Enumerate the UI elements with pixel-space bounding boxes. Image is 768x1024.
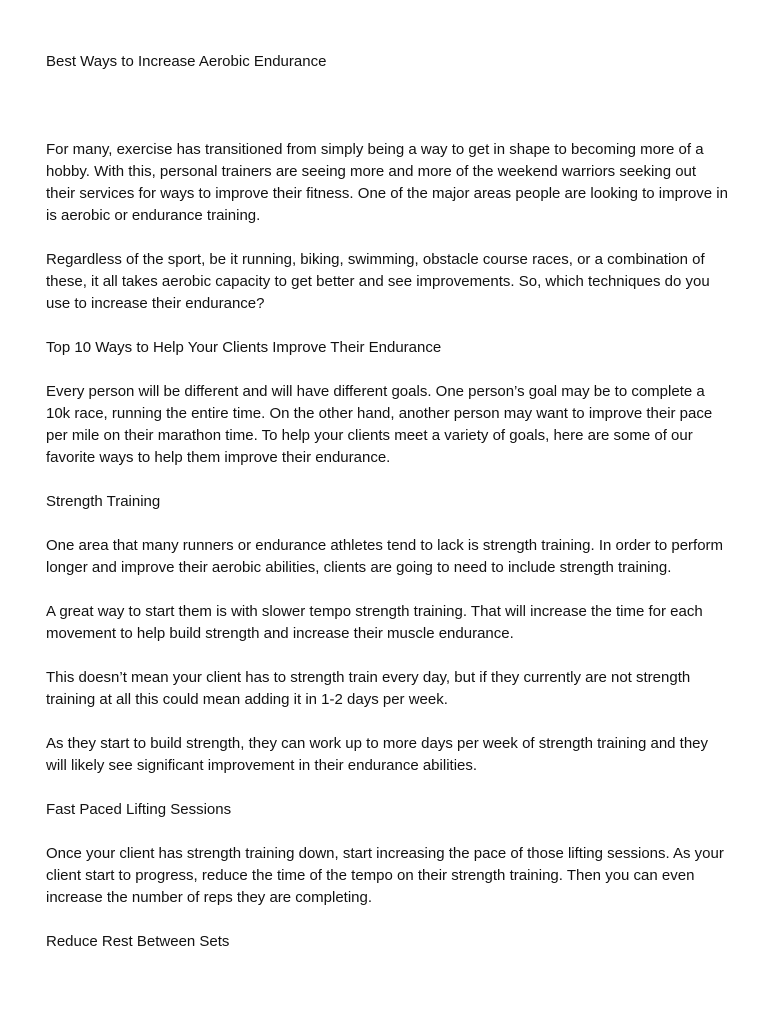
paragraph-days-per-week: This doesn’t mean your client has to strength train every day, but if they currently are not strength training at all this could mean adding it in 1-2 days per week. bbox=[46, 669, 691, 708]
paragraph-aerobic-capacity: Regardless of the sport, be it running, biking, swimming, obstacle course races, or a combination of these, it all takes aerobic capacity to get better and see improvements. So, which techniques do you use to increase their endurance? bbox=[46, 251, 710, 312]
heading-strength-training: Strength Training bbox=[46, 493, 161, 510]
paragraph-intro: For many, exercise has transitioned from simply being a way to get in shape to becoming more of a hobby. With this, personal trainers are seeing more and more of the weekend warriors seeking out their services for ways to improve their fitness. One of the major areas people are looking to improve in is aerobic or endurance training. bbox=[46, 141, 728, 224]
paragraph-build-strength: As they start to build strength, they can work up to more days per week of strength training and they will likely see significant improvement in their endurance abilities. bbox=[46, 735, 709, 774]
paragraph-slower-tempo: A great way to start them is with slower tempo strength training. That will increase the time for each movement to help build strength and increase their muscle endurance. bbox=[46, 603, 703, 642]
paragraph-strength-lack: One area that many runners or endurance athletes tend to lack is strength training. In order to perform longer and improve their aerobic abilities, clients are going to need to include strength training. bbox=[46, 537, 724, 576]
document-title: Best Ways to Increase Aerobic Endurance bbox=[46, 53, 327, 70]
paragraph-different-goals: Every person will be different and will have different goals. One person’s goal may be to complete a 10k race, running the entire time. On the other hand, another person may want to improve their pace per mile on their marathon time. To help your clients meet a variety of goals, here are some of our favorite ways to help them improve their endurance. bbox=[46, 383, 713, 466]
heading-reduce-rest: Reduce Rest Between Sets bbox=[46, 933, 230, 950]
paragraph-increase-pace: Once your client has strength training down, start increasing the pace of those lifting sessions. As your client start to progress, reduce the time of the tempo on their strength training. Then you can even increase the number of reps they are completing. bbox=[46, 845, 724, 906]
heading-top-10-ways: Top 10 Ways to Help Your Clients Improve Their Endurance bbox=[46, 339, 442, 356]
heading-fast-paced-lifting: Fast Paced Lifting Sessions bbox=[46, 801, 232, 818]
document-body bbox=[46, 139, 728, 953]
